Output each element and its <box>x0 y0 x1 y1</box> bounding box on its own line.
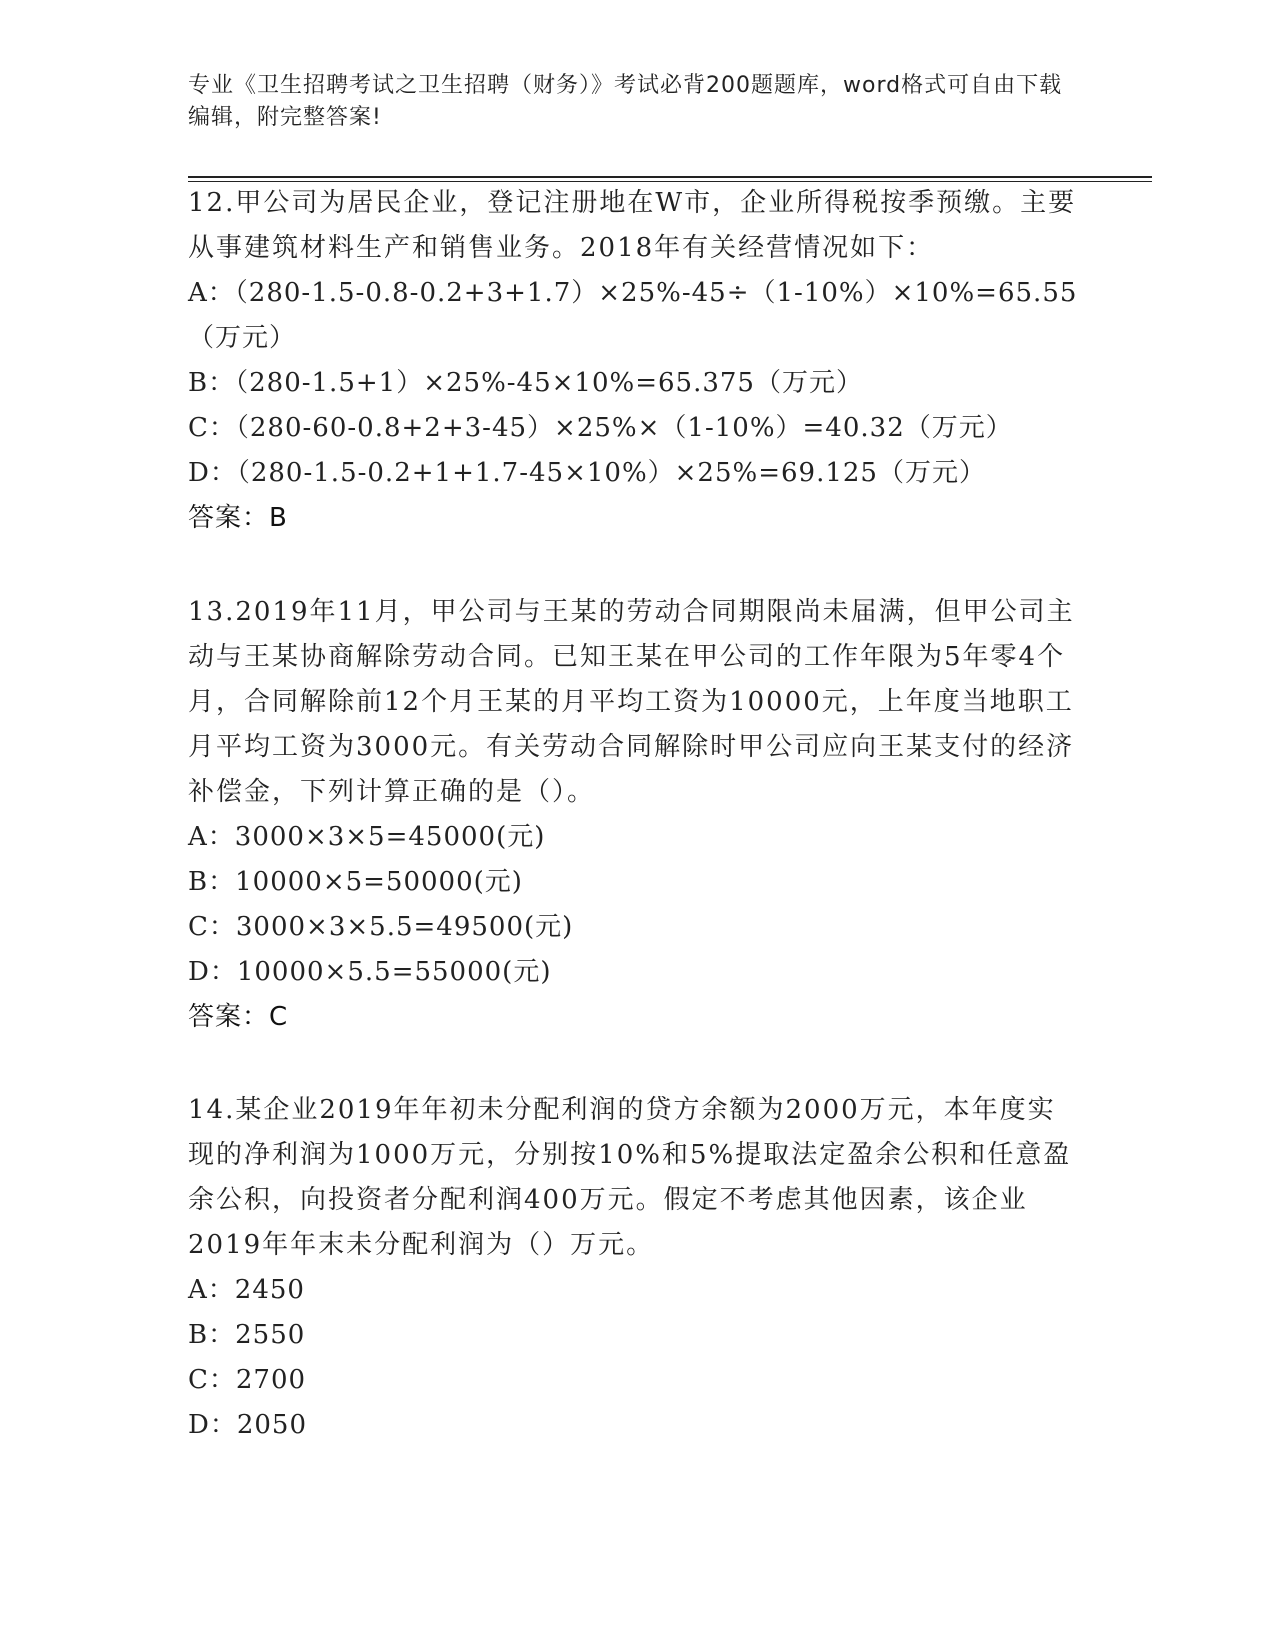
option-b: B：2550 <box>188 1320 306 1350</box>
question-text: 14.某企业2019年年初未分配利润的贷方余额为2000万元，本年度实现的净利润为1000万元，分别按10%和5%提取法定盈余公积和任意盈余公积，向投资者分配利润400万元。假定不考虑其他因素，该企业2019年年末未分配利润为（）万元。 <box>188 1095 1072 1260</box>
question-13 <box>188 590 1078 1040</box>
option-d: D：2050 <box>188 1410 308 1440</box>
document-header: 专业《卫生招聘考试之卫生招聘（财务）》考试必背200题题库，word格式可自由下载编辑，附完整答案! <box>188 73 1063 130</box>
question-text: 12.甲公司为居民企业，登记注册地在W市，企业所得税按季预缴。主要从事建筑材料生产和销售业务。2018年有关经营情况如下： <box>188 188 1077 263</box>
option-c: C：2700 <box>188 1365 307 1395</box>
option-a: A：2450 <box>188 1275 305 1305</box>
question-text: 13.2019年11月，甲公司与王某的劳动合同期限尚未届满，但甲公司主动与王某协商解除劳动合同。已知王某在甲公司的工作年限为5年零4个月，合同解除前12个月王某的月平均工资为10000元，上年度当地职工月平均工资为3000元。有关劳动合同解除时甲公司应向王某支付的经济补偿金，下列计算正确的是（）。 <box>188 597 1075 807</box>
option-c: C：3000×3×5.5=49500(元) <box>188 912 574 942</box>
option-b: B：（280-1.5+1）×25%-45×10%=65.375（万元） <box>188 368 863 398</box>
option-b: B：10000×5=50000(元) <box>188 867 523 897</box>
option-a: A：3000×3×5=45000(元) <box>188 822 546 852</box>
answer: 答案：C <box>188 1002 289 1032</box>
answer: 答案：B <box>188 503 288 533</box>
question-14 <box>188 1088 1078 1448</box>
option-d: D：（280-1.5-0.2+1+1.7-45×10%）×25%=69.125（万元） <box>188 458 986 488</box>
option-c: C：（280-60-0.8+2+3-45）×25%×（1-10%）=40.32（万元） <box>188 413 1013 443</box>
option-d: D：10000×5.5=55000(元) <box>188 957 552 987</box>
question-12 <box>188 181 1078 541</box>
option-a: A：（280-1.5-0.8-0.2+3+1.7）×25%-45÷（1-10%）×10%=65.55（万元） <box>188 278 1078 353</box>
header-divider-thick <box>188 176 1152 178</box>
